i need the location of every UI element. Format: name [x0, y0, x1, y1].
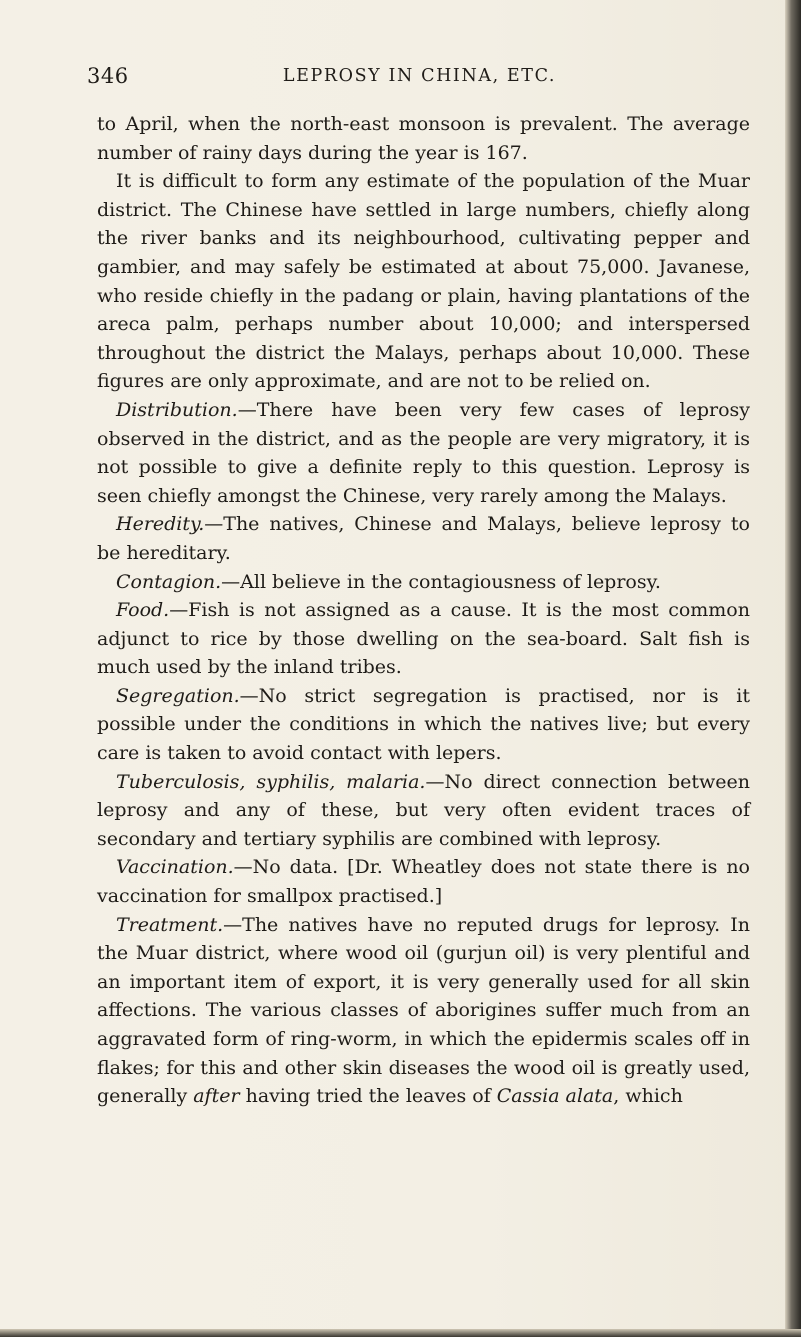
paragraph-treatment: [97, 911, 750, 1111]
paragraph-vaccination: [97, 853, 750, 910]
page-number: 346: [87, 64, 129, 88]
heading-segregation: Segregation.: [116, 684, 240, 707]
paragraph-vaccination-text: —No data. [Dr. Wheatley does not state there is no vaccination for smallpox practised.]: [97, 856, 750, 908]
heading-distribution: Distribution.: [116, 398, 238, 421]
running-head: LEPROSY IN CHINA, ETC.: [282, 66, 557, 86]
paragraph-tuberculosis-text: —No direct connection between leprosy and any of these, but very often evident traces of secondary and tertiary syphilis are combined with leprosy.: [97, 770, 750, 850]
paragraph-contagion: [97, 568, 750, 597]
heading-contagion: Contagion.: [116, 570, 222, 593]
paragraph-contagion-text: —All believe in the contagiousness of leprosy.: [221, 570, 661, 593]
paragraph-treatment-text: —The natives have no reputed drugs for leprosy. In the Muar district, where wood oil (gurjun oil) is very plentiful and an important item of export, it is very generally used for all skin affections. The various classes of aborigines suffer much from an aggravated form of ring-worm, in which the epidermis scales off in flakes; for this and other skin diseases the wood oil is greatly used, generally: [97, 913, 750, 1108]
paragraph-segregation-text: —No strict segregation is practised, nor is it possible under the conditions in which the natives live; but every care is taken to avoid contact with lepers.: [97, 684, 750, 765]
paragraph-food: [97, 596, 750, 682]
heading-tuberculosis: Tuberculosis, syphilis, malaria.: [116, 770, 426, 793]
heading-heredity: Heredity.: [116, 513, 205, 536]
paragraph-distribution: [97, 396, 750, 510]
italic-after: after: [193, 1085, 240, 1108]
paragraph-treatment-middle: having tried the leaves of: [239, 1085, 497, 1108]
paragraph-food-text: —Fish is not assigned as a cause. It is the most common adjunct to rice by those dwelling on the sea-board. Salt fish is much used by the inland tribes.: [97, 599, 750, 679]
paragraph-population: [97, 167, 750, 396]
heading-treatment: Treatment.: [116, 913, 224, 936]
binding-edge: [785, 0, 801, 1337]
paragraph-tuberculosis: [97, 768, 750, 854]
body-text: [97, 110, 750, 1111]
paragraph-1-text: to April, when the north-east monsoon is prevalent. The average number of rainy days during the year is 167.: [97, 113, 750, 164]
page-header: [87, 64, 752, 98]
paragraph-heredity-text: —The natives, Chinese and Malays, believe leprosy to be hereditary.: [97, 513, 750, 564]
paragraph-distribution-text: —There have been very few cases of leprosy observed in the district, and as the people are very migratory, it is not possible to give a definite reply to this question. Leprosy is seen chiefly amongst the Chinese, very rarely among the Malays.: [97, 398, 750, 507]
heading-vaccination: Vaccination.: [116, 856, 234, 879]
paragraph-population-text: It is difficult to form any estimate of the population of the Muar district. The Chinese have settled in large numbers, chiefly along the river banks and its neighbourhood, cultivating pepper and gambier, and may safely be estimated at about 75,000. Javanese, who reside chiefly in the padang or plain, having plantations of the areca palm, perhaps number about 10,000; and interspersed throughout the district the Malays, perhaps about 10,000. These figures are only approximate, and are not to be relied on.: [97, 170, 750, 393]
heading-food: Food.: [116, 599, 170, 622]
paragraph-1: [97, 110, 750, 167]
italic-cassia-alata: Cassia alata: [496, 1085, 614, 1108]
paragraph-heredity: [97, 510, 750, 567]
bottom-edge: [0, 1329, 801, 1337]
paragraph-segregation: [97, 682, 750, 768]
paragraph-treatment-end: , which: [613, 1085, 683, 1108]
